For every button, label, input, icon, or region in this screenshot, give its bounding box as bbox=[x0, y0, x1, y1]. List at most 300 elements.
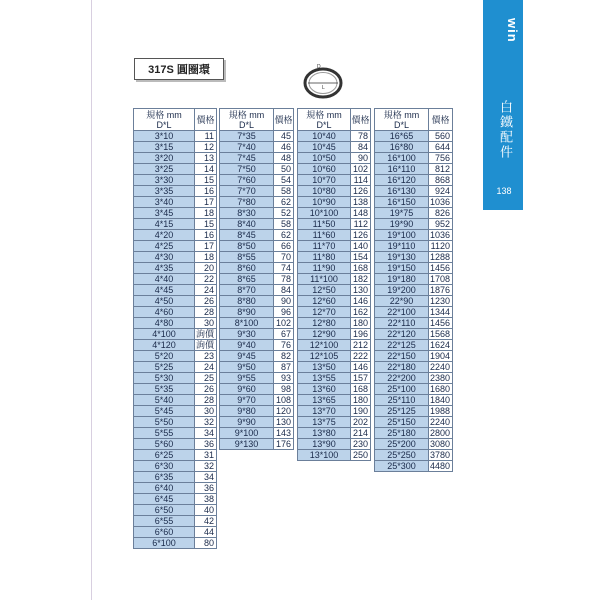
table-row bbox=[375, 428, 453, 439]
price-cell: 1904 bbox=[429, 351, 453, 362]
price-cell: 62 bbox=[274, 230, 294, 241]
spec-cell: 13*100 bbox=[298, 450, 351, 461]
table-row bbox=[220, 285, 294, 296]
price-table-4 bbox=[374, 108, 453, 472]
spec-cell: 10*100 bbox=[298, 208, 351, 219]
table-row bbox=[298, 175, 371, 186]
spec-cell: 7*80 bbox=[220, 197, 274, 208]
spec-cell: 19*150 bbox=[375, 263, 429, 274]
price-cell: 2240 bbox=[429, 362, 453, 373]
spec-cell: 4*30 bbox=[134, 252, 195, 263]
table-row bbox=[298, 340, 371, 351]
price-cell: 560 bbox=[429, 131, 453, 142]
spec-cell: 10*80 bbox=[298, 186, 351, 197]
table-row bbox=[220, 406, 294, 417]
table-row bbox=[134, 263, 217, 274]
table-row bbox=[220, 373, 294, 384]
spec-cell: 9*55 bbox=[220, 373, 274, 384]
spec-cell: 4*40 bbox=[134, 274, 195, 285]
spec-cell: 22*200 bbox=[375, 373, 429, 384]
table-row bbox=[298, 131, 371, 142]
table-row bbox=[298, 285, 371, 296]
table-row bbox=[134, 428, 217, 439]
spec-cell: 8*80 bbox=[220, 296, 274, 307]
spec-cell: 16*80 bbox=[375, 142, 429, 153]
table-row bbox=[375, 131, 453, 142]
table-row bbox=[134, 296, 217, 307]
spec-cell: 16*100 bbox=[375, 153, 429, 164]
spec-cell: 3*20 bbox=[134, 153, 195, 164]
table-row bbox=[134, 175, 217, 186]
table-row bbox=[134, 538, 217, 549]
spec-header: 規格 mm D*L bbox=[298, 109, 351, 131]
price-cell: 1036 bbox=[429, 230, 453, 241]
table-row bbox=[298, 439, 371, 450]
price-cell: 146 bbox=[351, 362, 371, 373]
spec-cell: 4*45 bbox=[134, 285, 195, 296]
price-cell: 2240 bbox=[429, 417, 453, 428]
spec-cell: 19*100 bbox=[375, 230, 429, 241]
spec-cell: 10*40 bbox=[298, 131, 351, 142]
price-cell: 3780 bbox=[429, 450, 453, 461]
price-cell: 66 bbox=[274, 241, 294, 252]
table-row bbox=[134, 439, 217, 450]
table-row bbox=[298, 197, 371, 208]
price-cell: 16 bbox=[195, 186, 217, 197]
spec-cell: 6*30 bbox=[134, 461, 195, 472]
table-row bbox=[220, 439, 294, 450]
price-cell: 826 bbox=[429, 208, 453, 219]
spec-cell: 25*200 bbox=[375, 439, 429, 450]
table-row bbox=[298, 406, 371, 417]
product-title: 317S 圓圈環 bbox=[134, 58, 224, 80]
price-cell: 1708 bbox=[429, 274, 453, 285]
spec-cell: 7*40 bbox=[220, 142, 274, 153]
price-cell: 1624 bbox=[429, 340, 453, 351]
spec-cell: 5*30 bbox=[134, 373, 195, 384]
table-row bbox=[220, 186, 294, 197]
price-cell: 58 bbox=[274, 186, 294, 197]
spec-cell: 3*40 bbox=[134, 197, 195, 208]
spec-cell: 22*150 bbox=[375, 351, 429, 362]
table-row bbox=[134, 340, 217, 351]
spec-cell: 25*125 bbox=[375, 406, 429, 417]
price-cell: 84 bbox=[274, 285, 294, 296]
table-row bbox=[134, 329, 217, 340]
price-cell: 140 bbox=[351, 241, 371, 252]
table-row bbox=[375, 296, 453, 307]
table-row bbox=[220, 307, 294, 318]
table-row bbox=[375, 351, 453, 362]
price-cell: 78 bbox=[351, 131, 371, 142]
table-row bbox=[375, 439, 453, 450]
price-cell: 30 bbox=[195, 406, 217, 417]
price-cell: 40 bbox=[195, 505, 217, 516]
table-row bbox=[375, 329, 453, 340]
price-cell: 38 bbox=[195, 494, 217, 505]
table-row bbox=[375, 318, 453, 329]
table-row bbox=[220, 230, 294, 241]
price-cell: 50 bbox=[274, 164, 294, 175]
table-row bbox=[375, 252, 453, 263]
price-cell: 180 bbox=[351, 318, 371, 329]
spec-cell: 7*50 bbox=[220, 164, 274, 175]
spec-cell: 9*60 bbox=[220, 384, 274, 395]
spec-cell: 4*20 bbox=[134, 230, 195, 241]
price-cell: 176 bbox=[274, 439, 294, 450]
price-cell: 36 bbox=[195, 439, 217, 450]
table-row bbox=[134, 164, 217, 175]
price-cell: 196 bbox=[351, 329, 371, 340]
price-cell: 1876 bbox=[429, 285, 453, 296]
price-table-3 bbox=[297, 108, 371, 461]
price-cell: 14 bbox=[195, 164, 217, 175]
price-cell: 126 bbox=[351, 230, 371, 241]
table-row bbox=[298, 241, 371, 252]
price-cell: 84 bbox=[351, 142, 371, 153]
price-cell: 868 bbox=[429, 175, 453, 186]
table-row bbox=[298, 230, 371, 241]
price-cell: 22 bbox=[195, 274, 217, 285]
spec-cell: 7*60 bbox=[220, 175, 274, 186]
price-cell: 62 bbox=[274, 197, 294, 208]
spec-cell: 8*30 bbox=[220, 208, 274, 219]
spec-cell: 5*60 bbox=[134, 439, 195, 450]
spec-cell: 5*20 bbox=[134, 351, 195, 362]
table-row bbox=[220, 252, 294, 263]
price-cell: 154 bbox=[351, 252, 371, 263]
spec-cell: 11*50 bbox=[298, 219, 351, 230]
price-cell: 924 bbox=[429, 186, 453, 197]
price-cell: 1288 bbox=[429, 252, 453, 263]
price-cell: 2380 bbox=[429, 373, 453, 384]
table-row bbox=[375, 164, 453, 175]
table-row bbox=[134, 285, 217, 296]
table-row bbox=[134, 219, 217, 230]
table-row bbox=[298, 428, 371, 439]
table-row bbox=[375, 307, 453, 318]
price-cell: 1680 bbox=[429, 384, 453, 395]
spec-cell: 25*300 bbox=[375, 461, 429, 472]
price-cell: 4480 bbox=[429, 461, 453, 472]
table-row bbox=[375, 450, 453, 461]
table-row bbox=[298, 142, 371, 153]
spec-cell: 13*50 bbox=[298, 362, 351, 373]
price-cell: 96 bbox=[274, 307, 294, 318]
table-row bbox=[298, 219, 371, 230]
spec-cell: 12*70 bbox=[298, 307, 351, 318]
spec-cell: 12*50 bbox=[298, 285, 351, 296]
price-header: 價格 bbox=[274, 109, 294, 131]
spec-cell: 4*80 bbox=[134, 318, 195, 329]
price-header: 價格 bbox=[429, 109, 453, 131]
price-cell: 148 bbox=[351, 208, 371, 219]
table-row bbox=[134, 373, 217, 384]
spec-cell: 7*35 bbox=[220, 131, 274, 142]
spec-cell: 12*90 bbox=[298, 329, 351, 340]
spec-cell: 8*65 bbox=[220, 274, 274, 285]
brand-logo: win bbox=[505, 18, 520, 43]
spec-cell: 11*80 bbox=[298, 252, 351, 263]
table-row bbox=[220, 351, 294, 362]
spec-cell: 9*90 bbox=[220, 417, 274, 428]
spec-cell: 3*10 bbox=[134, 131, 195, 142]
spec-cell: 22*125 bbox=[375, 340, 429, 351]
spec-cell: 16*130 bbox=[375, 186, 429, 197]
price-cell: 190 bbox=[351, 406, 371, 417]
price-cell: 102 bbox=[351, 164, 371, 175]
table-row bbox=[134, 307, 217, 318]
price-cell: 36 bbox=[195, 483, 217, 494]
table-row bbox=[375, 406, 453, 417]
spec-cell: 6*45 bbox=[134, 494, 195, 505]
table-row bbox=[298, 417, 371, 428]
table-row bbox=[134, 318, 217, 329]
price-cell: 108 bbox=[274, 395, 294, 406]
price-cell: 162 bbox=[351, 307, 371, 318]
price-cell: 32 bbox=[195, 461, 217, 472]
price-cell: 87 bbox=[274, 362, 294, 373]
price-cell: 182 bbox=[351, 274, 371, 285]
price-cell: 212 bbox=[351, 340, 371, 351]
spec-cell: 13*55 bbox=[298, 373, 351, 384]
price-cell: 13 bbox=[195, 153, 217, 164]
table-row bbox=[134, 351, 217, 362]
price-cell: 130 bbox=[351, 285, 371, 296]
price-cell: 52 bbox=[274, 208, 294, 219]
price-cell: 31 bbox=[195, 450, 217, 461]
table-row bbox=[298, 186, 371, 197]
table-row bbox=[375, 417, 453, 428]
table-row bbox=[298, 263, 371, 274]
spec-cell: 6*35 bbox=[134, 472, 195, 483]
price-cell: 168 bbox=[351, 384, 371, 395]
table-row bbox=[298, 208, 371, 219]
spec-cell: 22*90 bbox=[375, 296, 429, 307]
table-row bbox=[134, 516, 217, 527]
spec-cell: 13*65 bbox=[298, 395, 351, 406]
price-cell: 15 bbox=[195, 175, 217, 186]
price-cell: 1568 bbox=[429, 329, 453, 340]
price-cell: 34 bbox=[195, 428, 217, 439]
spec-cell: 19*90 bbox=[375, 219, 429, 230]
spec-cell: 9*45 bbox=[220, 351, 274, 362]
spec-cell: 16*110 bbox=[375, 164, 429, 175]
spec-header: 規格 mm D*L bbox=[375, 109, 429, 131]
table-row bbox=[134, 494, 217, 505]
spec-cell: 22*180 bbox=[375, 362, 429, 373]
table-row bbox=[375, 153, 453, 164]
spec-cell: 6*100 bbox=[134, 538, 195, 549]
spec-cell: 4*15 bbox=[134, 219, 195, 230]
spec-cell: 5*25 bbox=[134, 362, 195, 373]
spec-header: 規格 mm D*L bbox=[220, 109, 274, 131]
table-row bbox=[134, 274, 217, 285]
spec-cell: 4*120 bbox=[134, 340, 195, 351]
table-row bbox=[134, 527, 217, 538]
spec-cell: 8*45 bbox=[220, 230, 274, 241]
spec-cell: 10*45 bbox=[298, 142, 351, 153]
spec-cell: 22*110 bbox=[375, 318, 429, 329]
price-cell: 12 bbox=[195, 142, 217, 153]
spec-cell: 4*50 bbox=[134, 296, 195, 307]
table-row bbox=[375, 263, 453, 274]
price-cell: 143 bbox=[274, 428, 294, 439]
price-cell: 90 bbox=[274, 296, 294, 307]
table-row bbox=[220, 197, 294, 208]
table-row bbox=[220, 241, 294, 252]
price-cell: 70 bbox=[274, 252, 294, 263]
price-cell: 120 bbox=[274, 406, 294, 417]
table-row bbox=[220, 362, 294, 373]
spec-cell: 11*90 bbox=[298, 263, 351, 274]
spec-cell: 8*100 bbox=[220, 318, 274, 329]
spec-cell: 8*60 bbox=[220, 263, 274, 274]
table-row bbox=[298, 450, 371, 461]
spec-cell: 22*120 bbox=[375, 329, 429, 340]
price-cell: 93 bbox=[274, 373, 294, 384]
table-row bbox=[375, 274, 453, 285]
spec-cell: 4*100 bbox=[134, 329, 195, 340]
table-row bbox=[220, 175, 294, 186]
price-cell: 24 bbox=[195, 362, 217, 373]
price-cell: 詢價 bbox=[195, 340, 217, 351]
table-row bbox=[375, 186, 453, 197]
price-cell: 78 bbox=[274, 274, 294, 285]
ring-label-l: L bbox=[322, 85, 325, 91]
spec-cell: 22*100 bbox=[375, 307, 429, 318]
spec-cell: 9*50 bbox=[220, 362, 274, 373]
table-row bbox=[134, 362, 217, 373]
table-row bbox=[375, 373, 453, 384]
table-row bbox=[134, 197, 217, 208]
price-cell: 30 bbox=[195, 318, 217, 329]
price-table-1 bbox=[133, 108, 217, 549]
price-cell: 17 bbox=[195, 241, 217, 252]
spec-cell: 11*100 bbox=[298, 274, 351, 285]
table-row bbox=[298, 351, 371, 362]
spec-cell: 5*45 bbox=[134, 406, 195, 417]
table-row bbox=[134, 153, 217, 164]
spec-cell: 3*45 bbox=[134, 208, 195, 219]
spec-cell: 19*180 bbox=[375, 274, 429, 285]
table-row bbox=[375, 241, 453, 252]
table-row bbox=[298, 307, 371, 318]
table-row bbox=[220, 263, 294, 274]
price-table-2 bbox=[219, 108, 294, 450]
price-cell: 1456 bbox=[429, 263, 453, 274]
price-cell: 90 bbox=[351, 153, 371, 164]
price-header: 價格 bbox=[195, 109, 217, 131]
table-row bbox=[298, 395, 371, 406]
price-cell: 28 bbox=[195, 395, 217, 406]
ring-label-d: D bbox=[317, 64, 321, 70]
spec-cell: 10*60 bbox=[298, 164, 351, 175]
price-cell: 67 bbox=[274, 329, 294, 340]
spec-cell: 9*130 bbox=[220, 439, 274, 450]
price-cell: 1988 bbox=[429, 406, 453, 417]
spec-cell: 13*75 bbox=[298, 417, 351, 428]
spec-cell: 3*35 bbox=[134, 186, 195, 197]
table-row bbox=[134, 461, 217, 472]
price-cell: 42 bbox=[195, 516, 217, 527]
price-cell: 16 bbox=[195, 230, 217, 241]
price-cell: 222 bbox=[351, 351, 371, 362]
price-cell: 138 bbox=[351, 197, 371, 208]
price-cell: 98 bbox=[274, 384, 294, 395]
price-cell: 46 bbox=[274, 142, 294, 153]
table-row bbox=[220, 219, 294, 230]
price-cell: 25 bbox=[195, 373, 217, 384]
table-row bbox=[220, 329, 294, 340]
table-row bbox=[375, 175, 453, 186]
spec-cell: 7*70 bbox=[220, 186, 274, 197]
spec-cell: 25*250 bbox=[375, 450, 429, 461]
spec-cell: 9*30 bbox=[220, 329, 274, 340]
price-cell: 34 bbox=[195, 472, 217, 483]
table-row bbox=[220, 296, 294, 307]
table-row bbox=[134, 406, 217, 417]
price-cell: 26 bbox=[195, 384, 217, 395]
price-cell: 1344 bbox=[429, 307, 453, 318]
price-cell: 230 bbox=[351, 439, 371, 450]
spec-cell: 13*70 bbox=[298, 406, 351, 417]
spec-cell: 25*180 bbox=[375, 428, 429, 439]
price-cell: 44 bbox=[195, 527, 217, 538]
table-row bbox=[298, 384, 371, 395]
spec-cell: 8*40 bbox=[220, 219, 274, 230]
table-row bbox=[375, 461, 453, 472]
spec-cell: 19*75 bbox=[375, 208, 429, 219]
price-cell: 250 bbox=[351, 450, 371, 461]
table-row bbox=[298, 329, 371, 340]
table-row bbox=[220, 153, 294, 164]
spec-cell: 10*90 bbox=[298, 197, 351, 208]
price-cell: 102 bbox=[274, 318, 294, 329]
spec-cell: 7*45 bbox=[220, 153, 274, 164]
table-row bbox=[134, 252, 217, 263]
price-cell: 11 bbox=[195, 131, 217, 142]
spec-cell: 12*100 bbox=[298, 340, 351, 351]
spec-cell: 25*150 bbox=[375, 417, 429, 428]
price-cell: 114 bbox=[351, 175, 371, 186]
table-row bbox=[375, 362, 453, 373]
spec-cell: 8*55 bbox=[220, 252, 274, 263]
price-cell: 130 bbox=[274, 417, 294, 428]
table-row bbox=[134, 417, 217, 428]
price-cell: 32 bbox=[195, 417, 217, 428]
table-row bbox=[220, 395, 294, 406]
price-cell: 58 bbox=[274, 219, 294, 230]
price-cell: 28 bbox=[195, 307, 217, 318]
table-row bbox=[220, 428, 294, 439]
spec-cell: 3*25 bbox=[134, 164, 195, 175]
table-row bbox=[134, 208, 217, 219]
price-cell: 26 bbox=[195, 296, 217, 307]
spec-cell: 5*35 bbox=[134, 384, 195, 395]
table-row bbox=[134, 395, 217, 406]
spec-cell: 9*100 bbox=[220, 428, 274, 439]
table-row bbox=[375, 142, 453, 153]
spec-cell: 8*50 bbox=[220, 241, 274, 252]
spec-cell: 12*80 bbox=[298, 318, 351, 329]
table-row bbox=[375, 197, 453, 208]
price-cell: 20 bbox=[195, 263, 217, 274]
table-row bbox=[298, 164, 371, 175]
table-row bbox=[220, 142, 294, 153]
price-cell: 18 bbox=[195, 252, 217, 263]
table-row bbox=[298, 318, 371, 329]
